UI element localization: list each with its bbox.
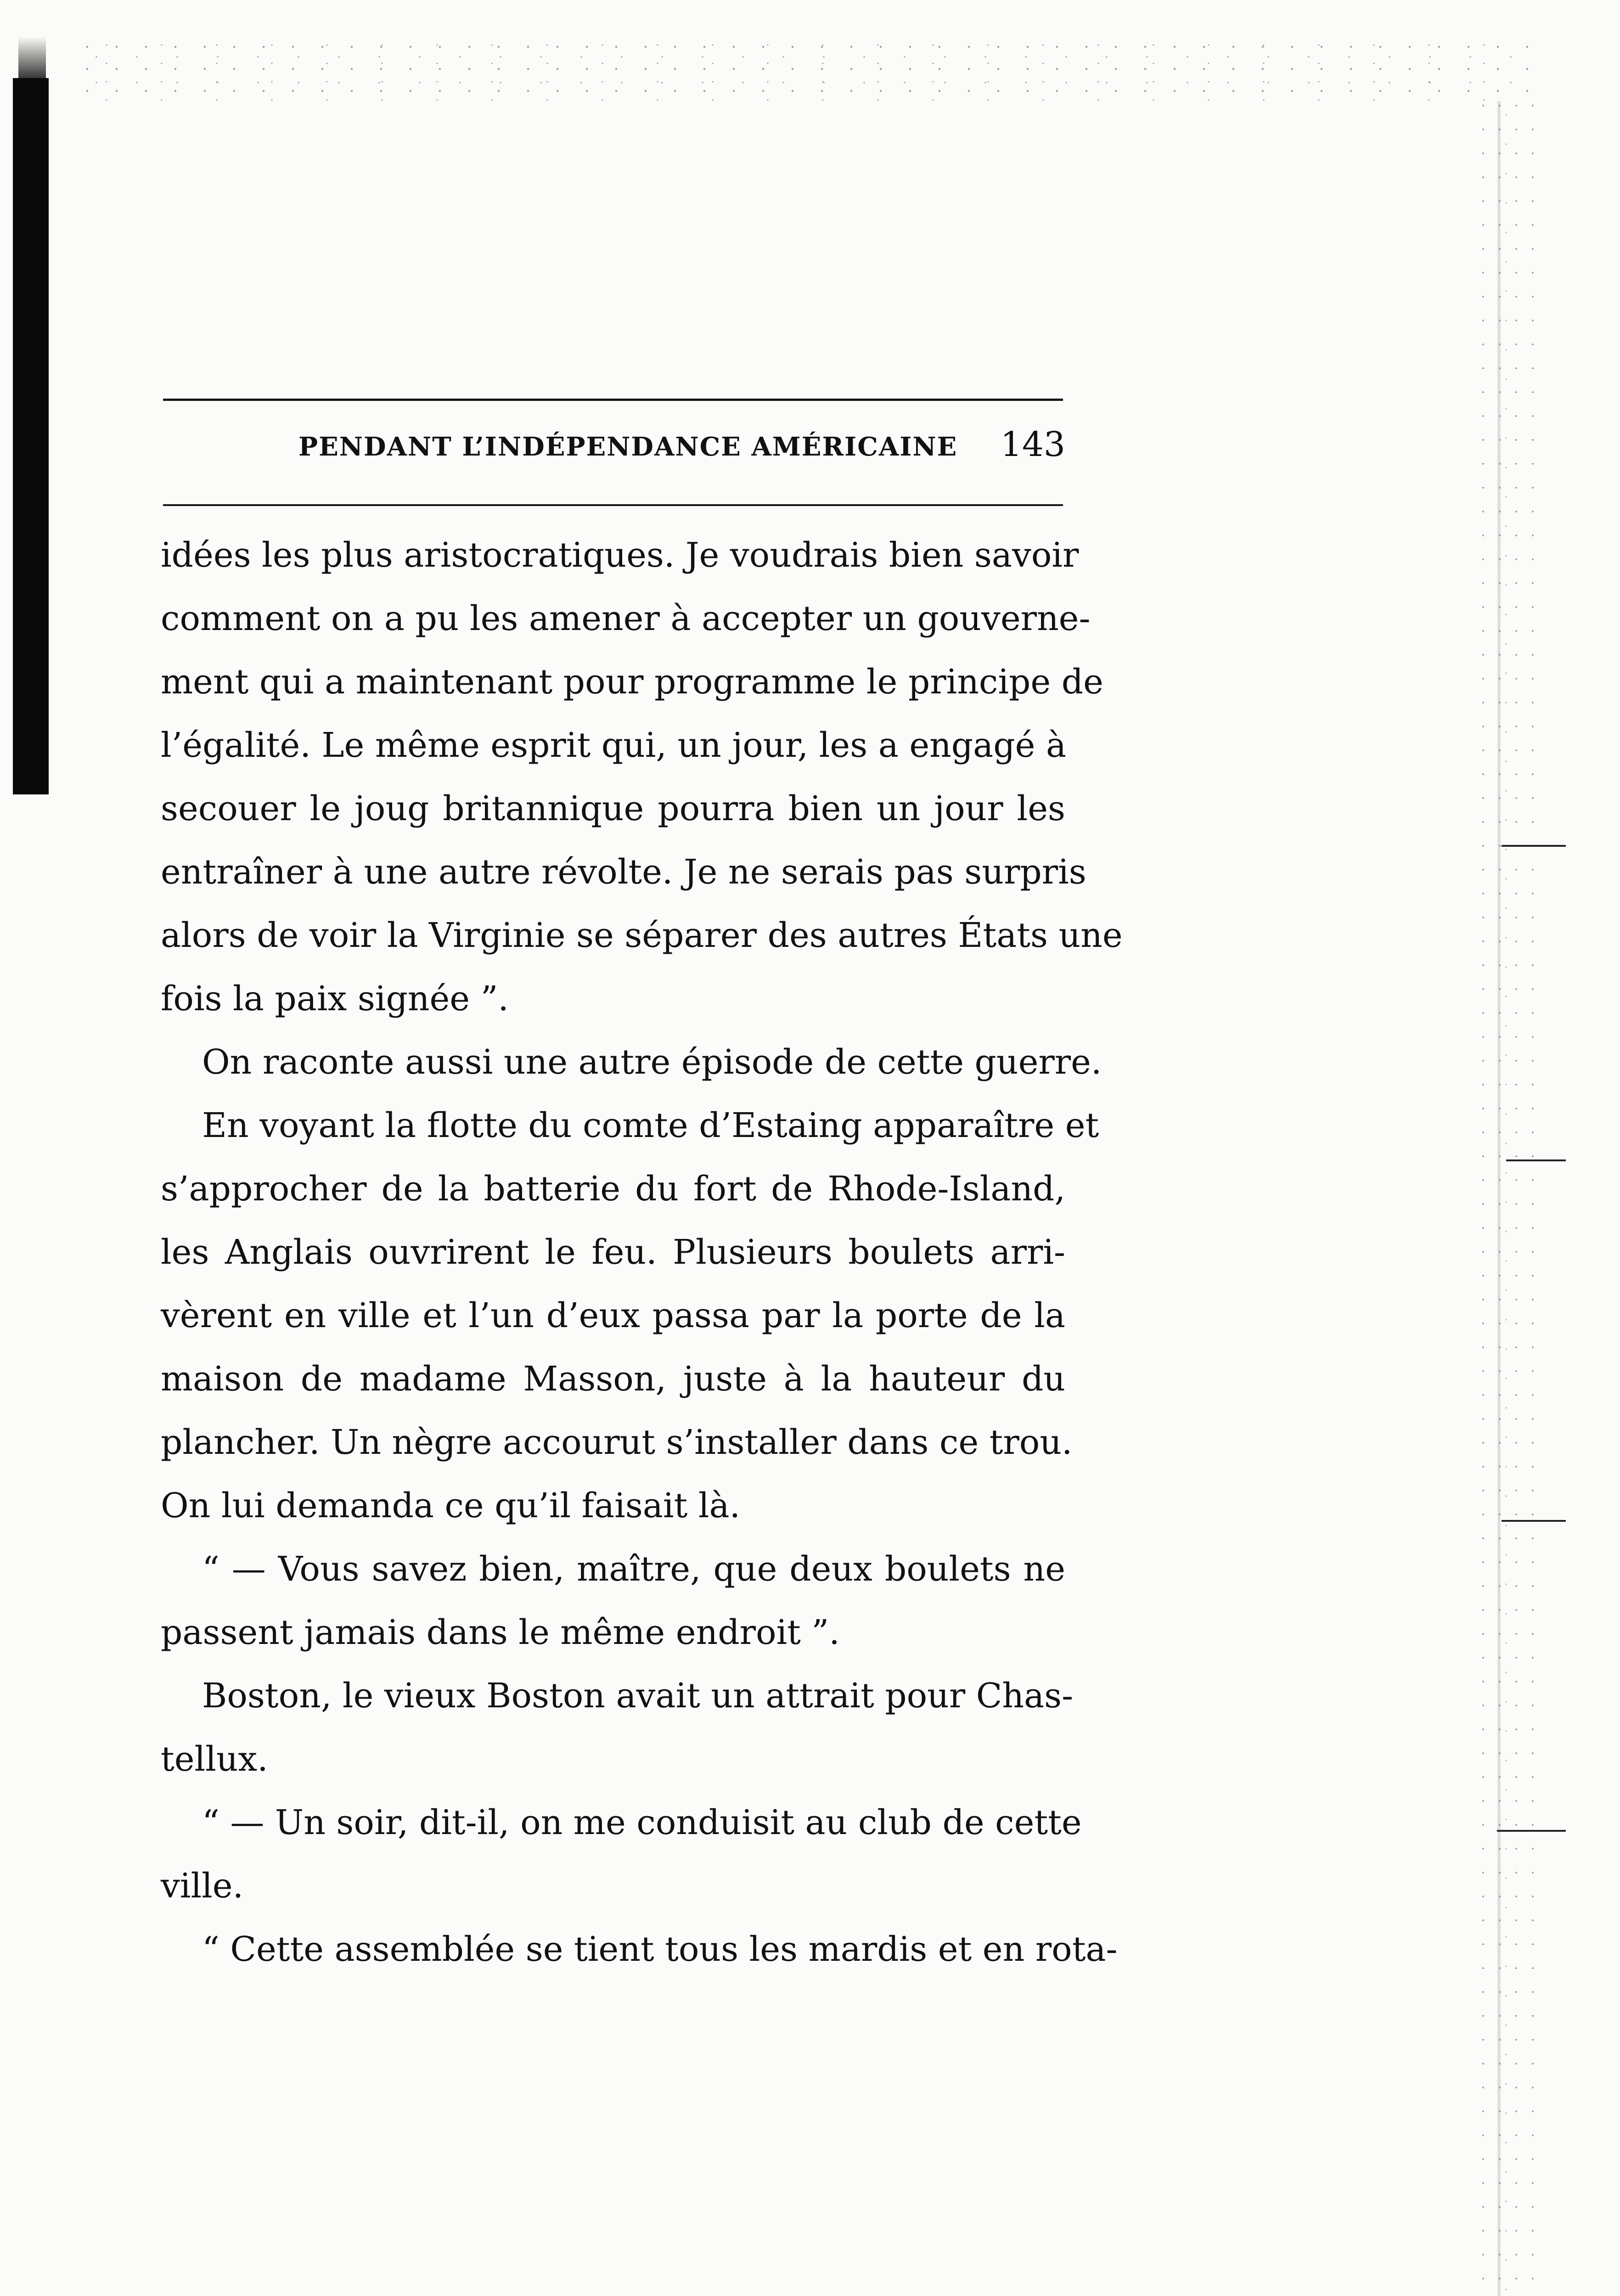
text-line: vèrent en ville et l’un d’eux passa par la porte de la <box>161 1296 1065 1335</box>
body-text <box>161 523 1123 1981</box>
right-page-edge-specks <box>1479 101 1534 2296</box>
running-head: PENDANT L’INDÉPENDANCE AMÉRICAINE <box>298 432 958 462</box>
margin-tick-mark <box>1506 1159 1566 1161</box>
text-line: maison de madame Masson, juste à la hauteur du <box>161 1359 1065 1399</box>
binding-shadow <box>18 37 46 83</box>
text-line: alors de voir la Virginie se séparer des autres États une <box>161 916 1123 955</box>
text-line: On raconte aussi une autre épisode de cette guerre. <box>202 1042 1102 1082</box>
text-line: En voyant la flotte du comte d’Estaing apparaître et <box>202 1106 1099 1145</box>
text-line: les Anglais ouvrirent le feu. Plusieurs boulets arri- <box>161 1232 1065 1272</box>
text-line: On lui demanda ce qu’il faisait là. <box>161 1486 741 1525</box>
text-line: comment on a pu les amener à accepter un gouverne- <box>161 599 1091 638</box>
header-bottom-rule <box>163 504 1063 506</box>
top-page-edge-specks <box>83 41 1529 106</box>
text-line: plancher. Un nègre accourut s’installer dans ce trou. <box>161 1423 1073 1462</box>
text-line: ville. <box>161 1866 244 1906</box>
header-top-rule <box>163 399 1063 401</box>
margin-tick-mark <box>1497 1830 1566 1832</box>
text-line: secouer le joug britannique pourra bien un jour les <box>161 789 1065 828</box>
text-line: ment qui a maintenant pour programme le principe de <box>161 662 1103 702</box>
text-line: entraîner à une autre révolte. Je ne serais pas surpris <box>161 852 1086 892</box>
margin-tick-mark <box>1502 1520 1566 1522</box>
page-number: 143 <box>1000 425 1065 464</box>
text-line: s’approcher de la batterie du fort de Rhode-Island, <box>161 1169 1065 1209</box>
text-line: fois la paix signée ”. <box>161 979 509 1019</box>
text-line: “ — Un soir, dit-il, on me conduisit au club de cette <box>202 1803 1082 1842</box>
text-line: passent jamais dans le même endroit ”. <box>161 1613 840 1652</box>
text-line: Boston, le vieux Boston avait un attrait pour Chas- <box>202 1676 1074 1716</box>
text-line: “ Cette assemblée se tient tous les mardis et en rota- <box>202 1930 1118 1969</box>
text-line: tellux. <box>161 1739 268 1779</box>
text-line: “ — Vous savez bien, maître, que deux boulets ne <box>202 1549 1065 1589</box>
text-line: l’égalité. Le même esprit qui, un jour, les a engagé à <box>161 726 1067 765</box>
margin-tick-mark <box>1502 845 1566 847</box>
binding-strip <box>13 78 49 794</box>
text-line: idées les plus aristocratiques. Je voudrais bien savoir <box>161 535 1079 575</box>
